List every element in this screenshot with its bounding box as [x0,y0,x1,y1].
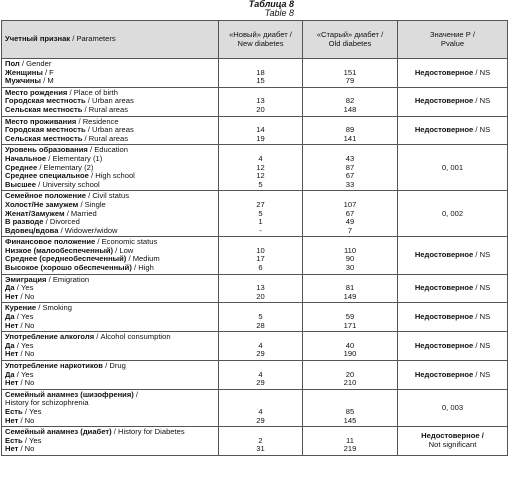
subgroup-label-ru: Среднее специальное [5,171,89,181]
group-title [5,362,215,371]
group-title-en: / Gender [21,59,52,68]
subgroup-label-ru: Есть [5,406,23,416]
parameter-cell [2,116,219,145]
subgroup-label-en: / Yes [24,435,42,445]
old-diabetes-cell [303,303,398,332]
parameter-cell [2,237,219,274]
subgroup-label-ru: Вдовец/вдова [5,225,59,235]
pvalue [401,126,504,135]
spacer [303,391,397,400]
old-diabetes-value: 210 [343,378,357,388]
group-title [5,276,215,285]
pvalue-ru: 0, 003 [441,402,464,412]
old-diabetes-value: 107 [343,199,357,209]
subgroup-label-en: / Divorced [45,217,80,227]
pvalue [401,404,504,413]
pvalue-ru: Недостоверное [414,283,474,293]
table-row [2,389,508,426]
subgroup-label-en: / No [20,415,35,425]
group-title-ru: Эмиграция [5,274,47,284]
pvalue-cell [398,237,508,274]
new-diabetes-value: 29 [256,378,265,388]
group-title-ru: Семейный анамнез (диабет) [5,427,112,437]
subgroup-label [5,408,215,417]
pvalue [401,164,504,173]
old-diabetes-value: 11 [346,435,354,445]
subgroup-label-ru: Среднее [5,162,38,172]
table-row [2,59,508,88]
table-row [2,237,508,274]
new-diabetes-cell [219,332,303,361]
subgroup-label-en: / M [43,76,54,86]
subgroup-label-en: / Medium [128,254,160,264]
pvalue-en: Not significant [428,440,477,450]
pvalue-en: / NS [475,96,491,106]
new-diabetes-value: - [259,225,262,235]
subgroup-label [5,227,215,236]
pvalue-cell [398,274,508,303]
subgroup-label-ru: Да [5,312,15,322]
pvalue [401,251,504,260]
subgroup-label-en: / Rural areas [84,133,129,143]
subgroup-label-ru: Да [5,340,15,350]
new-diabetes-value: 29 [256,415,265,425]
subgroup-label [5,379,215,388]
new-diabetes-value: 1 [258,217,263,227]
pvalue-cell [398,116,508,145]
header-new-diabetes: «Новый» диабет / New diabetes [219,21,303,59]
subgroup-label [5,264,215,273]
subgroup-label-en: / Single [80,199,106,209]
group-title [5,333,215,342]
old-diabetes-cell [303,427,398,456]
pvalue-cell [398,389,508,426]
new-diabetes-value: 5 [258,312,263,322]
old-diabetes-value: 219 [343,444,357,454]
group-title-ru: Употребление наркотиков [5,361,103,370]
new-diabetes-value: 15 [256,76,265,86]
new-diabetes-value: 4 [258,153,263,163]
old-diabetes-value: 33 [345,179,355,189]
table-row [2,361,508,390]
old-diabetes-value: 81 [345,283,355,293]
pvalue-en: / NS [475,283,491,293]
group-title-ru: Место проживания [5,116,77,126]
new-diabetes-value: 14 [256,125,265,135]
table-title-ru: Таблица 8 [248,0,294,9]
table-row [2,274,508,303]
new-diabetes-value: 12 [256,171,265,181]
old-diabetes-value: 110 [343,245,357,255]
subgroup-label-ru: Мужчины [5,76,41,86]
group-title-en: / Civil status [88,191,130,201]
new-diabetes-cell [219,389,303,426]
new-diabetes-value: 27 [256,199,265,209]
new-diabetes-value: 6 [258,263,263,273]
old-diabetes-value: 49 [345,217,355,227]
pvalue-cell [398,427,508,456]
new-diabetes-value: 12 [256,162,265,172]
subgroup-label-ru: Сельская местность [5,133,83,143]
group-title-ru: Место рождения [5,87,68,97]
pvalue-ru: Недостоверное [414,340,474,350]
old-diabetes-value: 59 [345,312,355,322]
subgroup-label-ru: Женщины [5,67,43,77]
new-diabetes-value: 13 [256,283,265,293]
subgroup-label-en: / Urban areas [87,125,134,135]
new-diabetes-cell [219,274,303,303]
new-diabetes-cell [219,361,303,390]
group-title-en: / [135,389,139,399]
subgroup-label-en: / University school [38,179,100,189]
old-diabetes-cell [303,191,398,237]
pvalue-cell [398,361,508,390]
subgroup-label [5,313,215,322]
new-diabetes-value: 2 [258,435,263,445]
subgroup-label-ru: Женат/Замужем [5,208,65,218]
group-title-ru: Уровень образования [5,145,88,155]
group-title-ru: Курение [5,303,37,313]
pvalue-en: / NS [475,340,491,350]
subgroup-label-en: / Married [66,208,97,218]
new-diabetes-cell [219,427,303,456]
old-diabetes-cell [303,332,398,361]
subgroup-label-ru: Среднее (среднеобеспеченный) [5,254,127,264]
subgroup-label-ru: Городская местность [5,96,86,106]
old-diabetes-value: 151 [343,67,357,77]
table-row [2,145,508,191]
pvalue-cell [398,145,508,191]
old-diabetes-cell [303,116,398,145]
subgroup-label-ru: Низкое (малообеспеченный) [5,245,114,255]
group-title-en: / Alcohol consumption [96,332,171,342]
old-diabetes-value: 30 [345,263,355,273]
subgroup-label-en: / High school [90,171,135,181]
new-diabetes-value: 20 [256,291,265,301]
subgroup-label [5,342,215,351]
subgroup-label-ru: Высокое (хорошо обеспеченный) [5,263,132,273]
group-title-en: / Education [89,145,128,155]
new-diabetes-value: 17 [256,254,265,264]
table-header-row [2,21,508,59]
parameter-cell [2,303,219,332]
old-diabetes-value: 43 [345,153,355,163]
old-diabetes-cell [303,145,398,191]
old-diabetes-value: 67 [345,171,355,181]
subgroup-label-ru: Нет [5,444,19,454]
pvalue-ru: Недостоверное [414,369,474,379]
pvalue-cell [398,87,508,116]
old-diabetes-value: 145 [343,415,357,425]
new-diabetes-cell [219,191,303,237]
subgroup-label-ru: Нет [5,415,19,425]
subgroup-label-en: / F [44,67,54,77]
new-diabetes-value: 5 [258,208,263,218]
old-diabetes-cell [303,361,398,390]
new-diabetes-value: 4 [258,340,263,350]
new-diabetes-value: 28 [256,320,265,330]
parameter-cell [2,427,219,456]
pvalue-en: / NS [475,369,491,379]
old-diabetes-value: 85 [345,406,355,416]
group-title-en: / Residence [78,116,119,126]
subgroup-label-en: / Yes [16,369,34,379]
new-diabetes-value: 4 [258,406,263,416]
new-diabetes-cell [219,145,303,191]
subgroup-label-ru: Высшее [5,179,36,189]
subgroup-label-en: / No [20,444,35,454]
new-diabetes-value: 19 [256,133,265,143]
group-title-en: / Emigration [48,274,90,284]
old-diabetes-cell [303,87,398,116]
pvalue [401,313,504,322]
subgroup-label-en: / Yes [24,406,42,416]
parameter-cell [2,361,219,390]
table-row [2,116,508,145]
new-diabetes-value: 10 [256,245,265,255]
subgroup-label-ru: Сельская местность [5,104,83,114]
new-diabetes-value: 31 [256,444,265,454]
table-caption [0,0,508,20]
new-diabetes-cell [219,87,303,116]
old-diabetes-cell [303,237,398,274]
old-diabetes-value: 141 [343,133,357,143]
new-diabetes-cell [219,116,303,145]
subgroup-label-en: / Elementary (1) [48,153,103,163]
pvalue-cell [398,191,508,237]
pvalue-en: / NS [475,125,491,135]
subgroup-label-en: / High [133,263,154,273]
subgroup-label-en: / Yes [16,283,34,293]
subgroup-label [5,106,215,115]
new-diabetes-value: 13 [256,96,265,106]
parameter-cell [2,59,219,88]
table-row [2,87,508,116]
subgroup-label-ru: Есть [5,435,23,445]
pvalue [401,371,504,380]
pvalue-ru: Недостоверное [414,96,474,106]
statistics-table [1,20,508,456]
subgroup-label-ru: Холост/Не замужем [5,199,79,209]
pvalue-en: / NS [475,67,491,77]
old-diabetes-value: 171 [343,320,357,330]
subgroup-label [5,350,215,359]
old-diabetes-value: 148 [343,104,357,114]
new-diabetes-value: 4 [258,369,263,379]
old-diabetes-value: 89 [345,125,355,135]
pvalue [401,97,504,106]
subgroup-label-ru: Да [5,283,15,293]
subgroup-label-en: / Rural areas [84,104,129,114]
subgroup-label [5,445,215,454]
subgroup-label-ru: Нет [5,291,19,301]
subgroup-label-en: / No [20,349,35,359]
header-pvalue: Значение Р / Pvalue [398,21,508,59]
header-parameters: Учетный признак / Parameters [2,21,219,59]
old-diabetes-value: 90 [345,254,355,264]
old-diabetes-value: 40 [345,340,355,350]
old-diabetes-cell [303,59,398,88]
parameter-cell [2,87,219,116]
subgroup-label-en: / Yes [16,340,34,350]
subgroup-label-en: / Yes [16,312,34,322]
table-row [2,427,508,456]
group-title-ru: Финансовое положение [5,237,96,247]
pvalue-cell [398,59,508,88]
new-diabetes-value: 20 [256,104,265,114]
old-diabetes-value: 190 [343,349,357,359]
old-diabetes-value: 149 [343,291,357,301]
pvalue [401,210,504,219]
old-diabetes-value: 82 [345,96,355,106]
subgroup-label [5,77,215,86]
parameter-cell [2,332,219,361]
old-diabetes-value: 20 [345,369,355,379]
table-row [2,332,508,361]
subgroup-label-en: / Low [115,245,134,255]
group-title-en: / History for Diabetes [113,427,185,437]
spacer [219,391,302,400]
new-diabetes-cell [219,303,303,332]
subgroup-label-en: / Elementary (2) [39,162,94,172]
pvalue-ru: 0, 002 [441,208,464,218]
new-diabetes-value: 29 [256,349,265,359]
new-diabetes-value: 18 [256,67,265,77]
table-row [2,191,508,237]
pvalue-ru: Недостоверное / [421,431,484,441]
new-diabetes-cell [219,59,303,88]
pvalue [401,342,504,351]
pvalue-ru: Недостоверное [414,312,474,322]
subgroup-label-ru: Нет [5,349,19,359]
subgroup-label-en: / No [20,378,35,388]
pvalue-ru: Недостоверное [414,67,474,77]
group-title-en: / Economic status [97,237,158,247]
pvalue-en: / NS [475,312,491,322]
subgroup-label [5,284,215,293]
table-row [2,303,508,332]
subgroup-label-ru: Городская местность [5,125,86,135]
parameter-cell [2,191,219,237]
group-title [5,304,215,313]
group-title-en: / Smoking [38,303,72,313]
subgroup-label-ru: Нет [5,320,19,330]
subgroup-label-ru: В разводе [5,217,44,227]
subgroup-label-en: / No [20,320,35,330]
pvalue-ru: Недостоверное [414,125,474,135]
subgroup-label [5,371,215,380]
subgroup-label [5,135,215,144]
parameter-cell [2,274,219,303]
group-title-en: / Place of birth [69,87,119,97]
header-old-diabetes: «Старый» диабет / Old diabetes [303,21,398,59]
subgroup-label [5,417,215,426]
subgroup-label-ru: Да [5,369,15,379]
old-diabetes-value: 79 [345,76,355,86]
subgroup-label [5,437,215,446]
subgroup-label-ru: Начальное [5,153,47,163]
old-diabetes-cell [303,274,398,303]
subgroup-label [5,181,215,190]
subgroup-label-en: / Urban areas [87,96,134,106]
group-title-en: / Drug [105,361,126,370]
subgroup-label [5,322,215,331]
parameter-cell [2,145,219,191]
group-title-ru: Семейный анамнез (шизофрения) [5,389,134,399]
old-diabetes-value: 87 [345,162,355,172]
pvalue [401,69,504,78]
table-title-en: Table 8 [264,8,294,18]
pvalue-cell [398,332,508,361]
group-title-ru: Пол [5,59,20,68]
pvalue-cell [398,303,508,332]
parameter-cell [2,389,219,426]
pvalue-ru: Недостоверное [414,250,474,260]
pvalue-en: / NS [475,250,491,260]
subgroup-label-en: / No [20,291,35,301]
new-diabetes-value: 5 [258,179,263,189]
old-diabetes-value: 7 [347,225,353,235]
subgroup-label-en: / Widower/widow [60,225,118,235]
new-diabetes-cell [219,237,303,274]
group-title-continued: History for schizophrenia [5,398,89,408]
group-title-ru: Употребление алкоголя [5,332,95,342]
subgroup-label-ru: Нет [5,378,19,388]
old-diabetes-value: 67 [345,208,355,218]
pvalue [401,284,504,293]
subgroup-label [5,293,215,302]
pvalue-ru: 0, 001 [441,162,464,172]
old-diabetes-cell [303,389,398,426]
group-title-ru: Семейное положение [5,191,86,201]
